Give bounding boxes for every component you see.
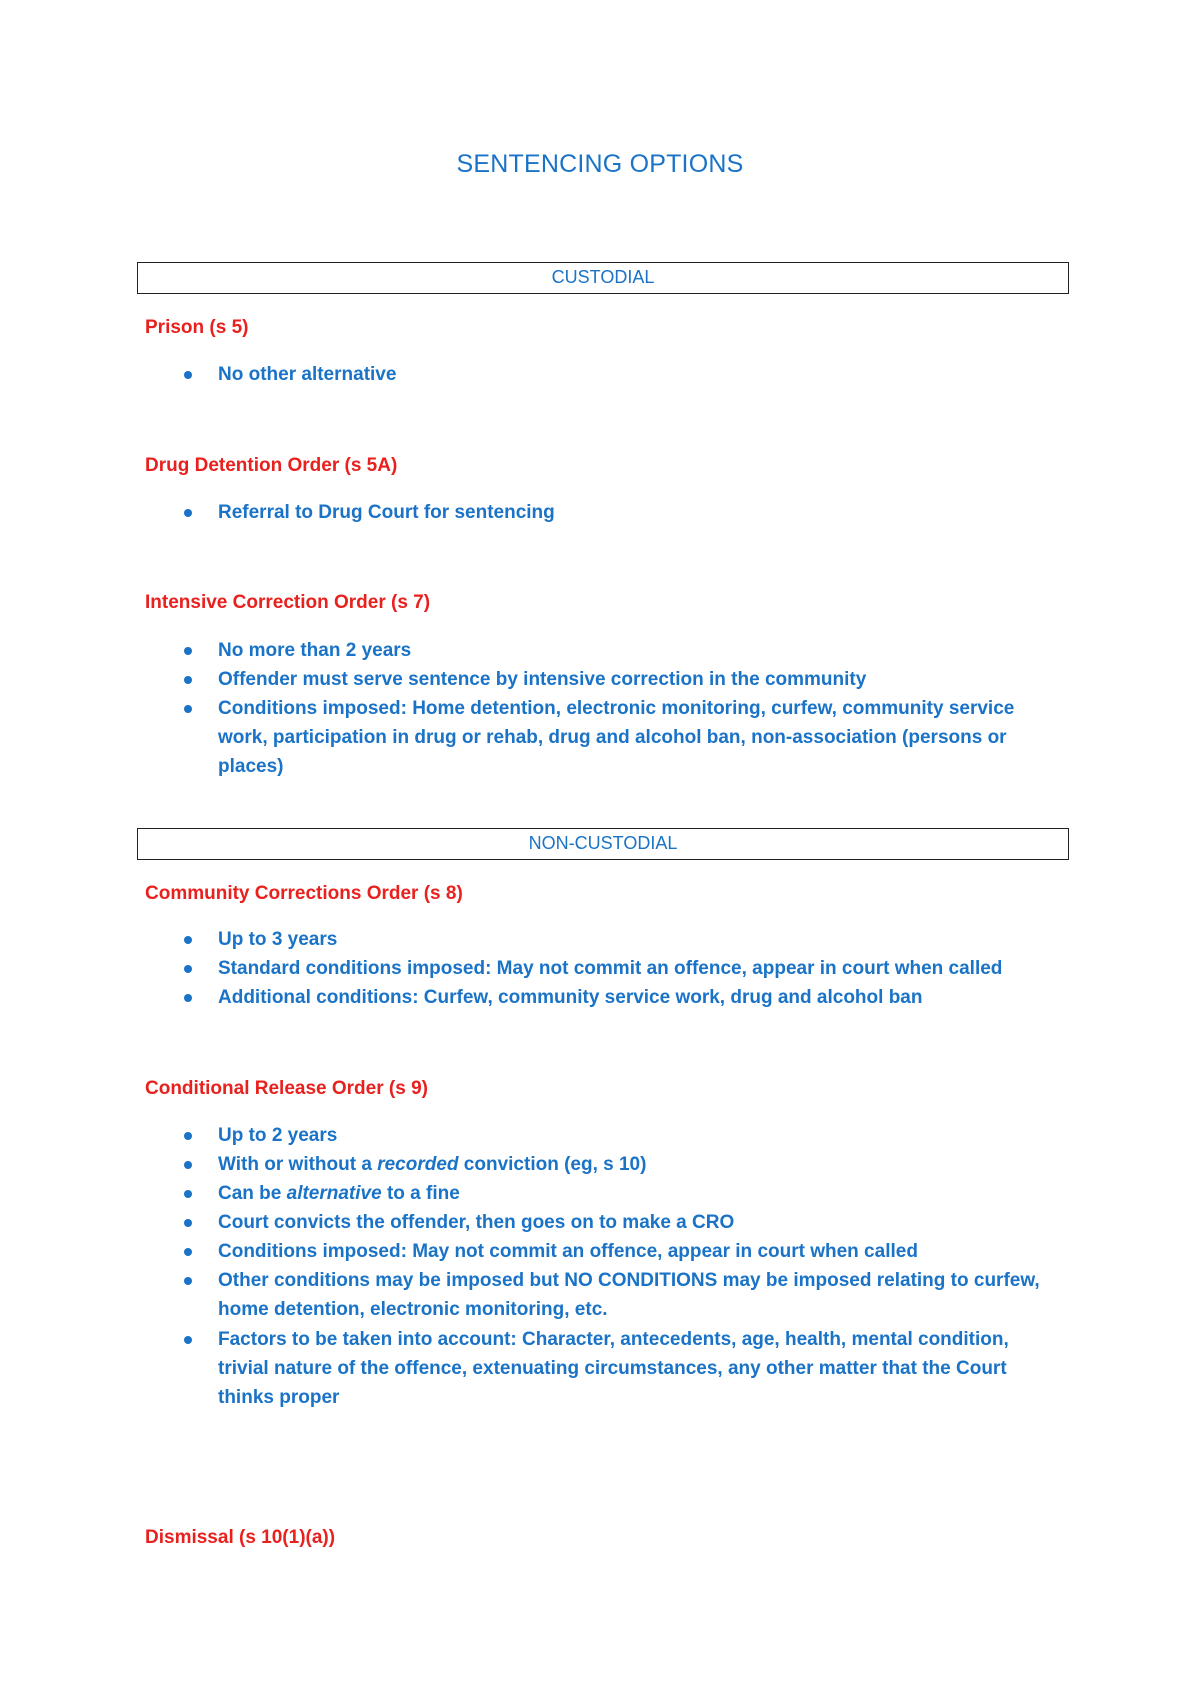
cro-bullet-2 (218, 1150, 1048, 1179)
bullet-icon (184, 1219, 192, 1227)
noncustodial-section-header: NON-CUSTODIAL (137, 828, 1069, 860)
bullet-text: Up to 2 years (218, 1125, 338, 1146)
bullet-text: Referral to Drug Court for sentencing (218, 502, 555, 523)
cco-bullet-3 (218, 983, 1048, 1012)
page-title: SENTENCING OPTIONS (456, 150, 744, 178)
bullet-text: No other alternative (218, 364, 397, 385)
bullet-icon (184, 705, 192, 713)
prison-bullet-1 (218, 360, 1048, 389)
bullet-text: Conditions imposed: May not commit an offence, appear in court when called (218, 1241, 918, 1262)
bullet-icon (184, 676, 192, 684)
prison-heading: Prison (s 5) (145, 317, 249, 338)
ico-bullet-1 (218, 636, 1048, 665)
cro-bullet-1 (218, 1121, 1048, 1150)
ico-bullet-3 (218, 694, 1048, 781)
bullet-text: Offender must serve sentence by intensive correction in the community (218, 669, 867, 690)
bullet-icon (184, 1190, 192, 1198)
cro-bullet-7 (218, 1325, 1048, 1412)
bullet-icon (184, 1336, 192, 1344)
bullet-icon (184, 371, 192, 379)
bullet-text: No more than 2 years (218, 640, 412, 661)
cco-bullet-1 (218, 925, 1048, 954)
bullet-icon (184, 1132, 192, 1140)
bullet-text: conviction (eg, s 10) (458, 1154, 647, 1175)
custodial-section-header: CUSTODIAL (137, 262, 1069, 294)
bullet-icon (184, 509, 192, 517)
cro-bullet-4 (218, 1208, 1048, 1237)
drug-detention-heading: Drug Detention Order (s 5A) (145, 455, 398, 476)
cro-bullet-5 (218, 1237, 1048, 1266)
bullet-icon (184, 994, 192, 1002)
bullet-text: Standard conditions imposed: May not commit an offence, appear in court when called (218, 958, 1003, 979)
bullet-icon (184, 1248, 192, 1256)
bullet-icon (184, 936, 192, 944)
drug-detention-bullet-1 (218, 498, 1048, 527)
bullet-text: Can be (218, 1183, 287, 1204)
bullet-text: Other conditions may be imposed but NO CONDITIONS may be imposed relating to curfew, home detention, electronic monitoring, etc. (218, 1270, 1040, 1320)
cco-bullet-2 (218, 954, 1048, 983)
ico-heading: Intensive Correction Order (s 7) (145, 592, 431, 613)
bullet-text: to a fine (381, 1183, 460, 1204)
bullet-text: With or without a (218, 1154, 378, 1175)
bullet-emphasis: alternative (286, 1183, 382, 1204)
bullet-emphasis: recorded (377, 1154, 459, 1175)
bullet-icon (184, 1161, 192, 1169)
cro-bullet-6 (218, 1266, 1048, 1324)
bullet-text: Court convicts the offender, then goes on to make a CRO (218, 1212, 735, 1233)
bullet-text: Factors to be taken into account: Character, antecedents, age, health, mental condition, trivial nature of the offence, extenuating circumstances, any other matter that the Court thinks proper (218, 1329, 1009, 1408)
cro-heading: Conditional Release Order (s 9) (145, 1078, 428, 1099)
cco-heading: Community Corrections Order (s 8) (145, 883, 463, 904)
bullet-text: Additional conditions: Curfew, community service work, drug and alcohol ban (218, 987, 923, 1008)
bullet-icon (184, 647, 192, 655)
dismissal-heading: Dismissal (s 10(1)(a)) (145, 1527, 336, 1548)
bullet-text: Conditions imposed: Home detention, electronic monitoring, curfew, community service work, participation in drug or rehab, drug and alcohol ban, non-association (persons or places) (218, 698, 1015, 777)
cro-bullet-3 (218, 1179, 1048, 1208)
bullet-icon (184, 965, 192, 973)
bullet-text: Up to 3 years (218, 929, 338, 950)
bullet-icon (184, 1277, 192, 1285)
ico-bullet-2 (218, 665, 1048, 694)
